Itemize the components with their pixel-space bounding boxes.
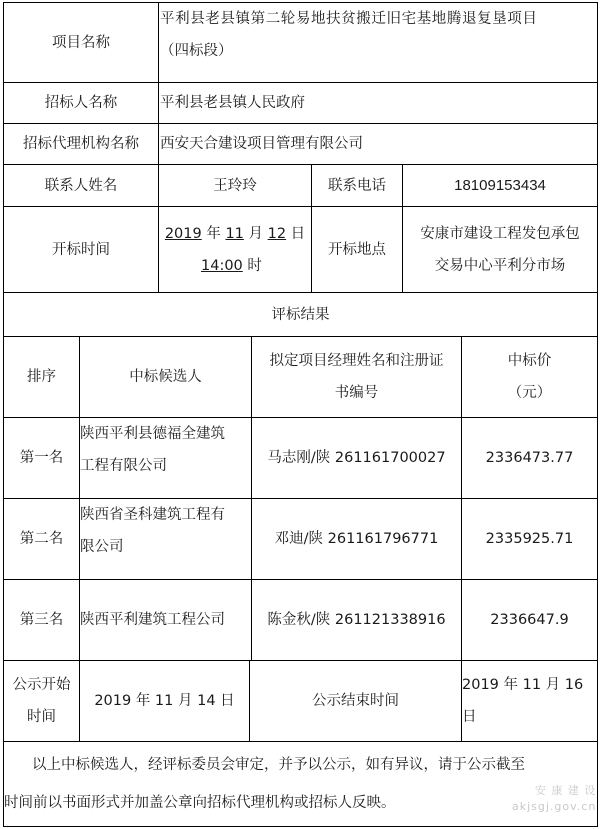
- publicity-end-date: 2019 年 11 月 16 日: [462, 677, 584, 725]
- contact-name-value: 王玲玲: [213, 177, 257, 194]
- publicity-note-line1: 以上中标候选人，经评标委员会审定，并予以公示，如有异议，请于公示截至: [32, 757, 525, 773]
- table-row-3-rank: 第三名: [19, 612, 64, 628]
- publicity-start-date: 2019 年 11 月 14 日: [94, 693, 235, 709]
- col-header-manager: 拟定项目经理姓名和注册证 书编号: [269, 353, 444, 401]
- table-row-3-candidate: 陕西平利建筑工程公司: [80, 612, 225, 628]
- result-header: 评标结果: [271, 306, 330, 323]
- table-row-1-manager: 马志刚/陕 261161700027: [267, 450, 446, 466]
- contact-name-label: 联系人姓名: [44, 177, 118, 194]
- opening-place-value: 安康市建设工程发包承包 交易中心平利分市场: [420, 225, 580, 274]
- table-row-2-candidate: 陕西省圣科建筑工程有 限公司: [80, 507, 225, 555]
- table-row-1-price: 2336473.77: [485, 450, 574, 466]
- publicity-note: [4, 742, 597, 826]
- table-row-3-manager: 陈金秋/陕 261121338916: [267, 612, 446, 628]
- table-row-2-rank: 第二名: [19, 531, 64, 547]
- col-header-price: 中标价 （元）: [507, 353, 552, 401]
- opening-time-label: 开标时间: [52, 241, 110, 258]
- agency-value: 西安天合建设项目管理有限公司: [160, 136, 363, 152]
- col-header-candidate: 中标候选人: [129, 369, 202, 385]
- opening-date: 2019 年 11 月 12 日: [164, 225, 306, 242]
- opening-clock: 14:00 时: [201, 257, 262, 274]
- project-name-line1: 平利县老县镇第二轮易地扶贫搬迁旧宅基地腾退复垦项目: [160, 11, 538, 27]
- table-row-1-candidate: 陕西平利县德福全建筑 工程有限公司: [80, 426, 225, 474]
- project-name-value: [160, 3, 597, 82]
- watermark: [512, 783, 596, 815]
- watermark-line2: akjsgj.gov.cn: [512, 800, 597, 813]
- project-name-line2: （四标段）: [160, 43, 233, 59]
- table-row-3-price: 2336647.9: [490, 612, 569, 628]
- publicity-end-label: 公示结束时间: [312, 693, 399, 709]
- table-row-2-price: 2335925.71: [485, 531, 574, 547]
- contact-phone-label: 联系电话: [328, 177, 386, 194]
- table-row-1-rank: 第一名: [19, 450, 64, 466]
- opening-place-label: 开标地点: [328, 241, 386, 258]
- agency-label: 招标代理机构名称: [23, 136, 139, 152]
- tenderer-label: 招标人名称: [44, 95, 118, 111]
- project-name-label: 项目名称: [52, 34, 110, 51]
- publicity-note-line2: 时间前以书面形式并加盖公章向招标代理机构或招标人反映。: [4, 795, 396, 811]
- col-header-rank: 排序: [27, 369, 56, 385]
- contact-phone-value: 18109153434: [454, 176, 546, 194]
- table-row-2-manager: 邓迪/陕 261161796771: [274, 531, 439, 547]
- opening-time-value: [159, 207, 311, 292]
- publicity-start-label: 公示开始 时间: [12, 677, 71, 725]
- tenderer-value: 平利县老县镇人民政府: [160, 95, 305, 111]
- watermark-line1: 安 康 建 设: [534, 784, 597, 797]
